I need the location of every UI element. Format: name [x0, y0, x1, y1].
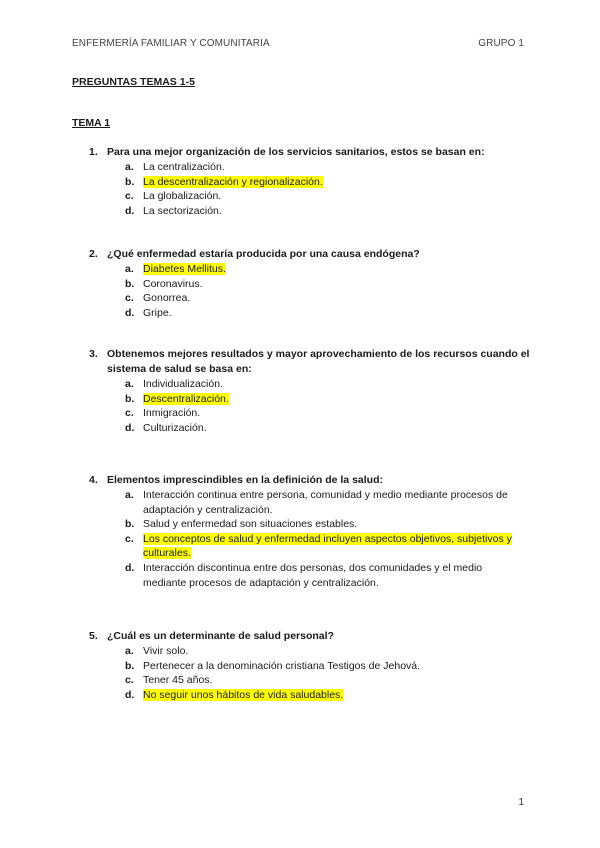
option-c	[125, 189, 525, 204]
question-4	[89, 473, 539, 590]
option-b	[125, 277, 525, 292]
option-letter: c.	[125, 407, 134, 420]
question-number: 5.	[89, 630, 98, 642]
option-letter: d.	[125, 204, 135, 217]
highlighted-answer: Diabetes Mellitus.	[143, 263, 226, 275]
option-text: Inmigración.	[143, 407, 201, 420]
option-letter: b.	[125, 659, 135, 672]
option-text: Individualización.	[143, 378, 223, 390]
option-d-correct	[125, 688, 525, 703]
option-text: Salud y enfermedad son situaciones estables.	[143, 518, 358, 531]
question-5	[89, 629, 539, 702]
option-text: Culturización.	[143, 421, 207, 434]
question-number: 2.	[89, 248, 98, 260]
option-text: Pertenecer a la denominación cristiana Testigos de Jehová.	[143, 659, 421, 672]
highlighted-answer: Los conceptos de salud y enfermedad incluyen aspectos objetivos, subjetivos y culturales.	[143, 532, 512, 560]
question-text: Elementos imprescindibles en la definición de la salud:	[107, 474, 383, 486]
document-title: PREGUNTAS TEMAS 1-5	[72, 76, 195, 88]
option-d	[125, 204, 525, 219]
option-letter: c.	[125, 532, 134, 545]
header-group: GRUPO 1	[478, 38, 524, 49]
option-letter: c.	[125, 190, 134, 203]
option-letter: a.	[125, 161, 134, 173]
option-b-correct	[125, 175, 525, 190]
highlighted-answer: La descentralización y regionalización.	[143, 175, 323, 188]
option-letter: a.	[125, 489, 134, 501]
section-heading: TEMA 1	[72, 117, 111, 129]
option-a	[125, 377, 525, 392]
question-number: 4.	[89, 474, 98, 486]
question-1	[89, 145, 539, 218]
option-text: La centralización.	[143, 161, 225, 173]
option-letter: a.	[125, 645, 134, 657]
option-c	[125, 406, 525, 421]
option-c	[125, 291, 525, 306]
option-d	[125, 561, 525, 590]
option-b	[125, 659, 525, 674]
option-letter: c.	[125, 292, 134, 305]
option-letter: b.	[125, 392, 135, 405]
option-c-correct	[125, 532, 525, 561]
option-letter: d.	[125, 306, 135, 319]
question-3	[89, 347, 539, 435]
option-text: Interacción continua entre persona, comunidad y medio mediante procesos de adaptación y centralización.	[143, 489, 508, 516]
option-letter: d.	[125, 561, 135, 574]
question-text: ¿Cuál es un determinante de salud personal?	[107, 630, 334, 642]
question-number: 1.	[89, 146, 98, 158]
option-letter: d.	[125, 421, 135, 434]
highlighted-answer: Descentralización.	[143, 392, 229, 405]
highlighted-answer: No seguir unos hábitos de vida saludables.	[143, 688, 344, 701]
option-text: Vivir solo.	[143, 645, 189, 657]
question-2	[89, 247, 539, 320]
option-b	[125, 517, 525, 532]
option-a-correct	[125, 262, 525, 277]
option-letter: b.	[125, 518, 135, 531]
option-text: Interacción discontinua entre dos personas, dos comunidades y el medio mediante procesos de adaptación y centralización.	[143, 561, 483, 589]
option-a	[125, 644, 525, 659]
option-text: Gonorrea.	[143, 292, 191, 305]
question-text: Para una mejor organización de los servicios sanitarios, estos se basan en:	[107, 146, 485, 158]
option-a	[125, 160, 525, 175]
question-text: ¿Qué enfermedad estaría producida por una causa endógena?	[107, 248, 420, 260]
question-number: 3.	[89, 348, 98, 360]
option-letter: b.	[125, 175, 135, 188]
option-letter: a.	[125, 263, 134, 275]
option-c	[125, 673, 525, 688]
option-text: Coronavirus.	[143, 277, 203, 290]
page-number: 1	[518, 797, 524, 808]
option-text: La globalización.	[143, 190, 222, 203]
option-d	[125, 306, 525, 321]
option-letter: c.	[125, 674, 134, 687]
option-b-correct	[125, 392, 525, 407]
question-text: Obtenemos mejores resultados y mayor aprovechamiento de los recursos cuando el sistema de salud se basa en:	[107, 348, 530, 375]
option-text: Gripe.	[143, 306, 172, 319]
option-d	[125, 421, 525, 436]
option-letter: b.	[125, 277, 135, 290]
option-text: Tener 45 años.	[143, 674, 213, 687]
option-letter: a.	[125, 378, 134, 390]
option-text: La sectorización.	[143, 204, 222, 217]
option-letter: d.	[125, 688, 135, 701]
header-course-title: ENFERMERÍA FAMILIAR Y COMUNITARIA	[72, 38, 270, 49]
option-a	[125, 488, 525, 517]
